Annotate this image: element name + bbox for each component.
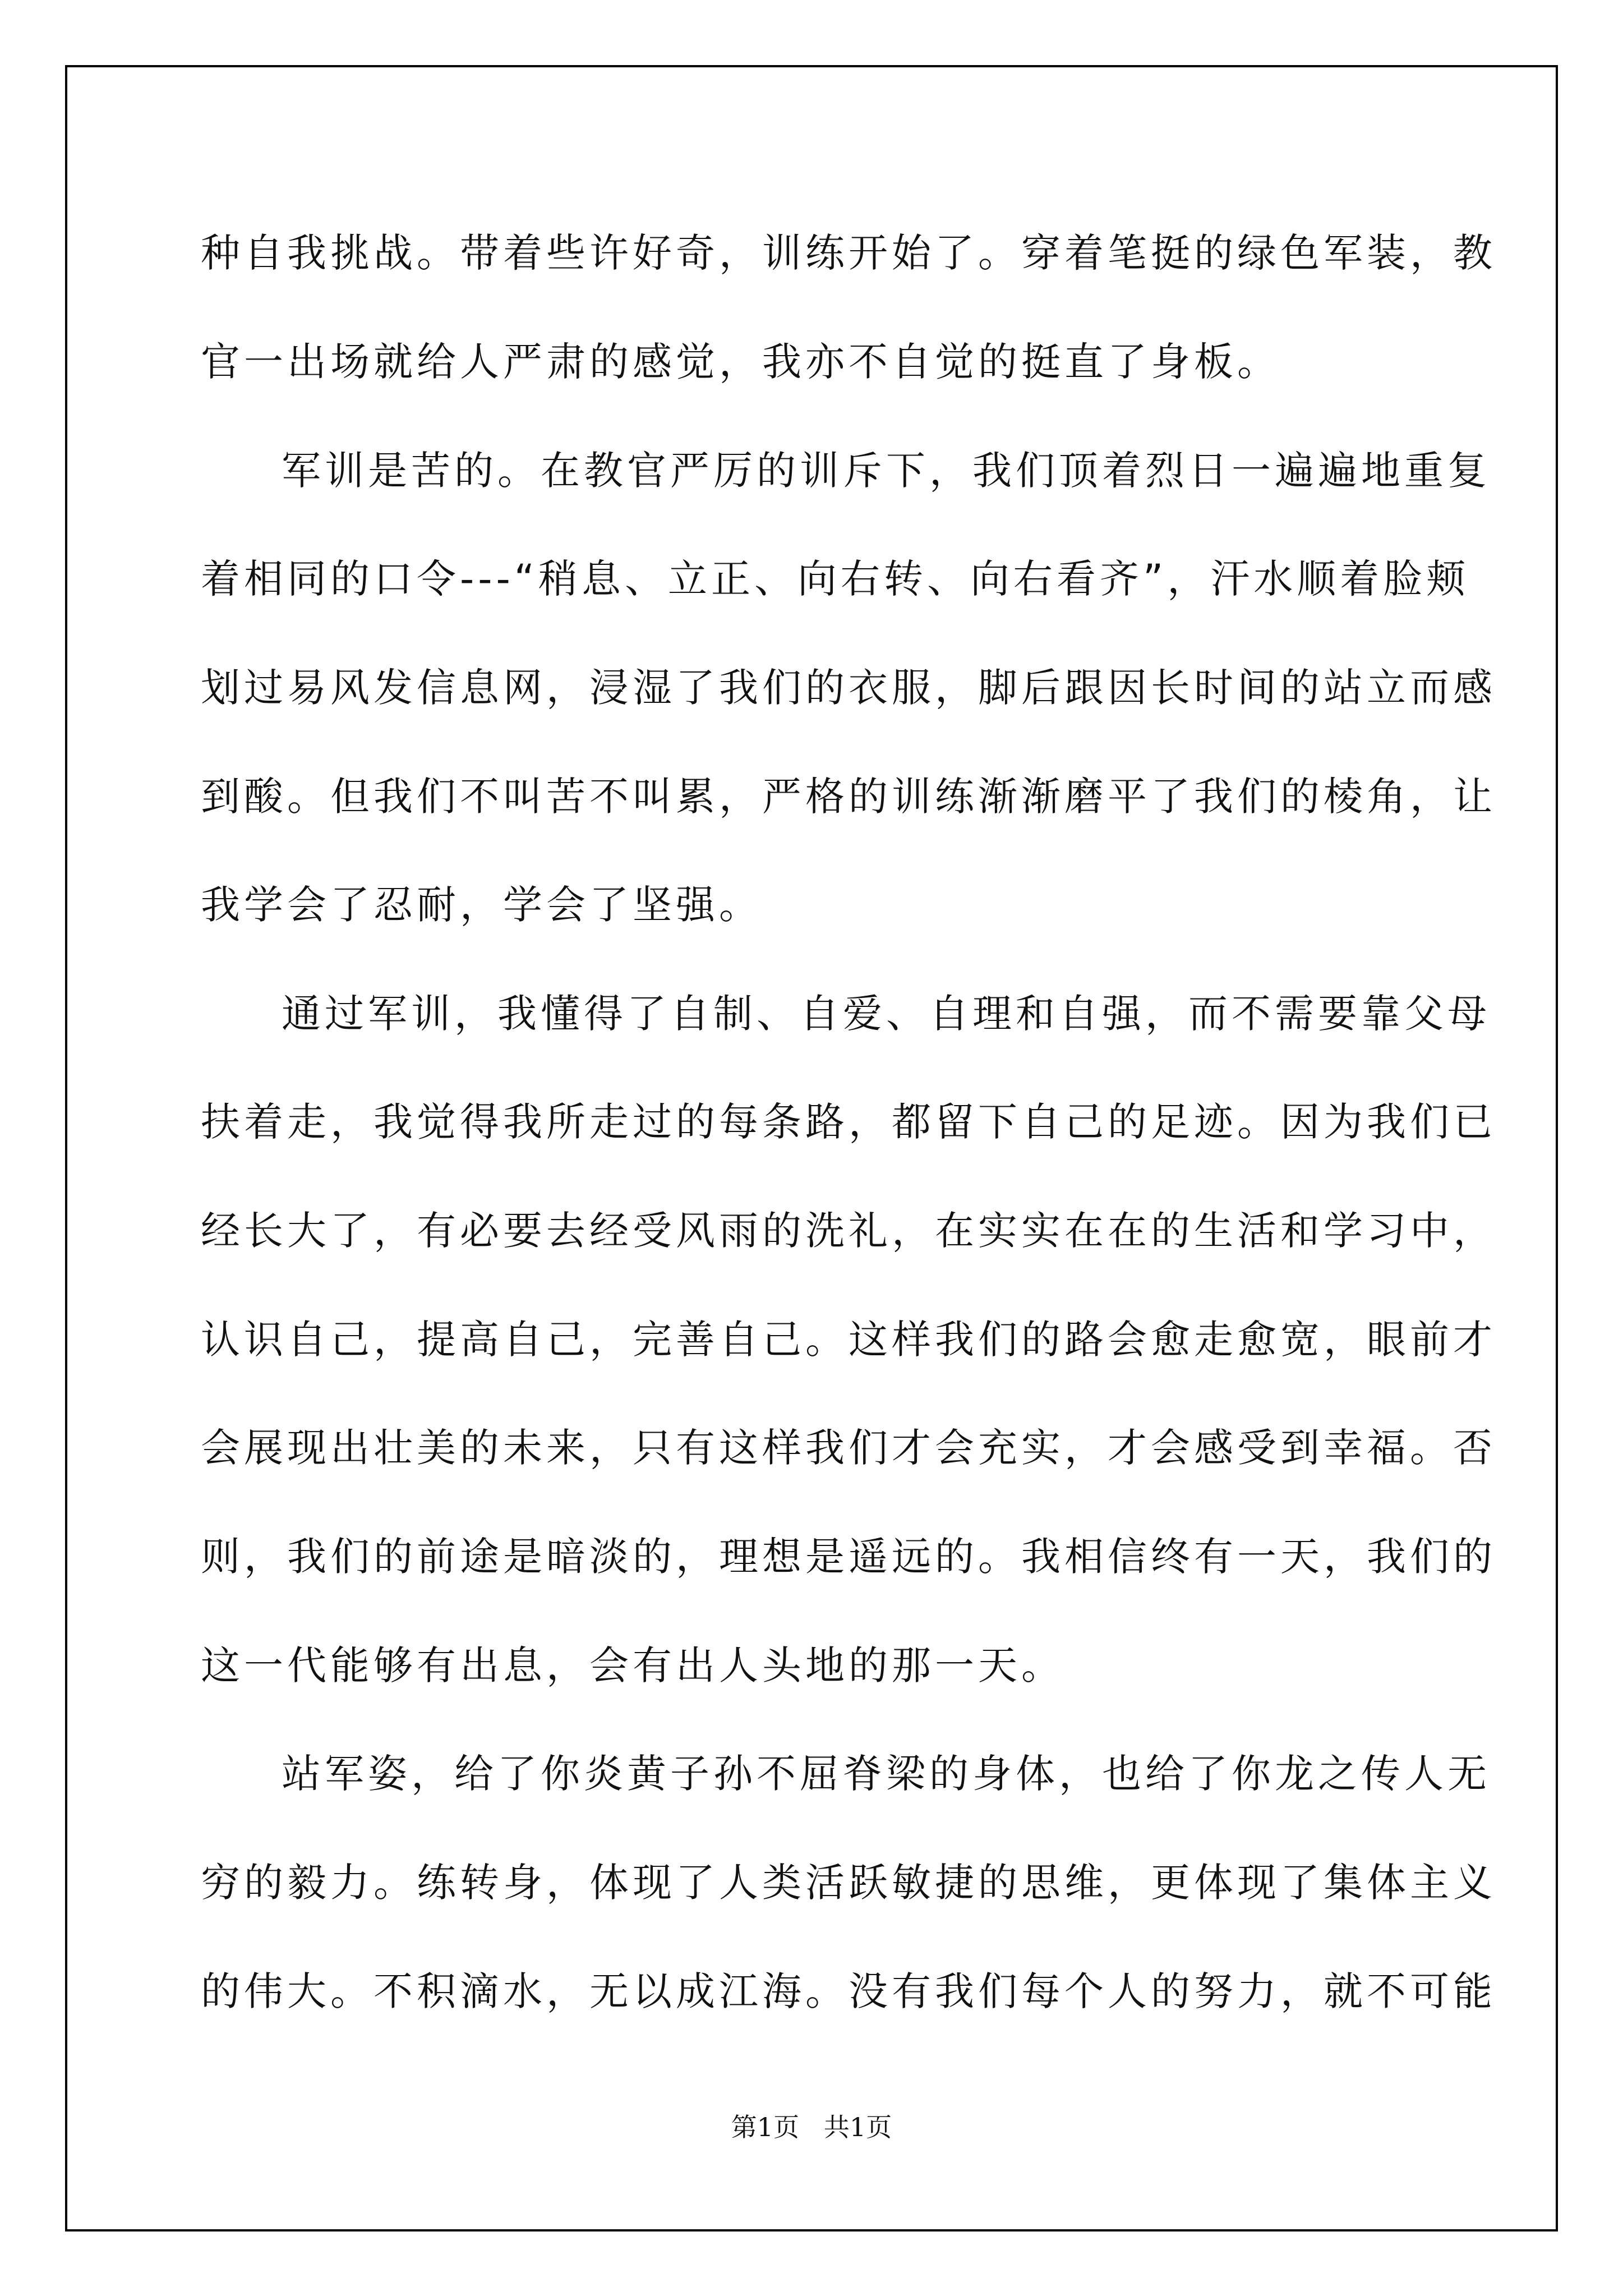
paragraph-first-line: 通过军训，我懂得了自制、自爱、自理和自强，而不需要靠父母 (282, 991, 1491, 1037)
text-line: 我学会了忍耐，学会了坚强。 (201, 882, 762, 928)
text-line: 穷的毅力。练转身，体现了人类活跃敏捷的思维，更体现了集体主义 (201, 1860, 1496, 1906)
text-line: 着相同的口令---“稍息、立正、向右转、向右看齐”，汗水顺着脸颊 (201, 556, 1470, 602)
text-line: 这一代能够有出息，会有出人头地的那一天。 (201, 1642, 1064, 1688)
text-line: 种自我挑战。带着些许好奇，训练开始了。穿着笔挺的绿色军装，教 (201, 230, 1496, 276)
text-line: 认识自己，提高自己，完善自己。这样我们的路会愈走愈宽，眼前才 (201, 1317, 1496, 1363)
text-line: 则，我们的前途是暗淡的，理想是遥远的。我相信终有一天，我们的 (201, 1534, 1496, 1580)
text-line: 会展现出壮美的未来，只有这样我们才会充实，才会感受到幸福。否 (201, 1425, 1496, 1471)
text-line: 到酸。但我们不叫苦不叫累，严格的训练渐渐磨平了我们的棱角，让 (201, 774, 1496, 820)
paragraph-first-line: 军训是苦的。在教官严厉的训斥下，我们顶着烈日一遍遍地重复 (282, 448, 1491, 494)
paragraph-first-line: 站军姿，给了你炎黄子孙不屈脊梁的身体，也给了你龙之传人无 (282, 1751, 1491, 1797)
page-border (65, 65, 1558, 2231)
text-line: 扶着走，我觉得我所走过的每条路，都留下自己的足迹。因为我们已 (201, 1099, 1496, 1145)
text-line: 划过易风发信息网，浸湿了我们的衣服，脚后跟因长时间的站立而感 (201, 665, 1496, 711)
page-number-footer: 第1页 共1页 (731, 2112, 892, 2142)
text-line: 经长大了，有必要去经受风雨的洗礼，在实实在在的生活和学习中， (201, 1208, 1496, 1254)
text-line: 的伟大。不积滴水，无以成江海。没有我们每个人的努力，就不可能 (201, 1968, 1496, 2014)
text-line: 官一出场就给人严肃的感觉，我亦不自觉的挺直了身板。 (201, 339, 1280, 385)
